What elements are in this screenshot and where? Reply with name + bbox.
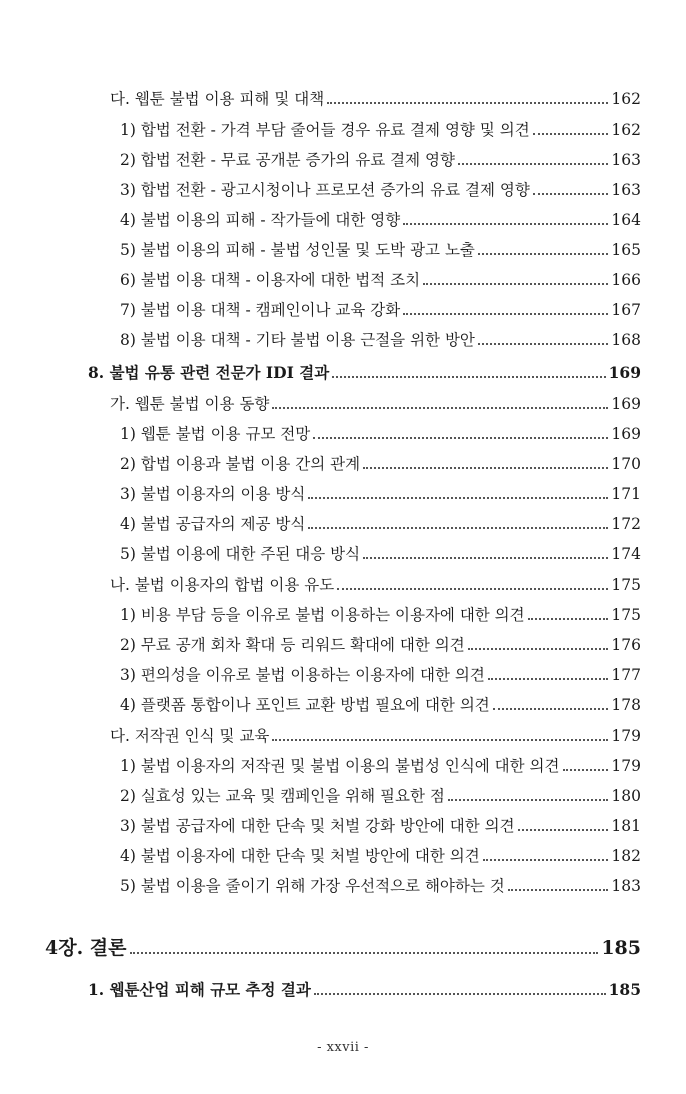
- toc-entry-title: 5) 불법 이용의 피해 - 불법 성인물 및 도박 광고 노출: [120, 241, 475, 259]
- toc-entry: [120, 453, 641, 475]
- toc-entry: [120, 209, 641, 231]
- dot-leader: [363, 557, 608, 559]
- toc-entry-page: 170: [611, 455, 641, 473]
- dot-leader: [308, 497, 608, 499]
- toc-entry-page: 162: [611, 90, 641, 108]
- toc-entry-title: 1) 비용 부담 등을 이유로 불법 이용하는 이용자에 대한 의견: [120, 606, 525, 624]
- toc-chapter-entry: [45, 934, 641, 962]
- dot-leader: [478, 253, 609, 255]
- toc-entry-page: 163: [611, 181, 641, 199]
- toc-entry-title: 3) 편의성을 이유로 불법 이용하는 이용자에 대한 의견: [120, 666, 485, 684]
- toc-entry-page: 175: [611, 606, 641, 624]
- toc-entry-title: 4) 플랫폼 통합이나 포인트 교환 방법 필요에 대한 의견: [120, 696, 490, 714]
- toc-entry-page: 172: [611, 515, 641, 533]
- toc-entry-page: 169: [611, 425, 641, 443]
- dot-leader: [327, 102, 608, 104]
- toc-entry-title: 2) 합법 전환 - 무료 공개분 증가의 유료 결제 영향: [120, 151, 456, 169]
- dot-leader: [403, 313, 608, 315]
- toc-entry-page: 174: [611, 545, 641, 563]
- dot-leader: [478, 343, 609, 345]
- toc-entry-title: 4) 불법 공급자의 제공 방식: [120, 515, 306, 533]
- dot-leader: [483, 859, 609, 861]
- toc-entry: [120, 269, 641, 291]
- toc-entry-page: 179: [611, 757, 641, 775]
- toc-entry-page: 177: [611, 666, 641, 684]
- toc-entry-title: 7) 불법 이용 대책 - 캠페인이나 교육 강화: [120, 301, 401, 319]
- toc-entry-title: 3) 불법 공급자에 대한 단속 및 처벌 강화 방안에 대한 의견: [120, 817, 515, 835]
- toc-entry-title: 3) 불법 이용자의 이용 방식: [120, 485, 306, 503]
- toc-entry: [120, 329, 641, 351]
- toc-entry-page: 166: [611, 271, 641, 289]
- toc-entry: [110, 725, 641, 747]
- toc-section-entry: [88, 362, 641, 384]
- toc-entry-title: 8. 불법 유통 관련 전문가 IDI 결과: [88, 363, 330, 382]
- toc-entry-title: 5) 불법 이용에 대한 주된 대응 방식: [120, 545, 361, 563]
- toc-entry-page: 164: [611, 211, 641, 229]
- dot-leader: [130, 952, 599, 954]
- dot-leader: [332, 376, 605, 378]
- toc-entry-page: 179: [611, 727, 641, 745]
- toc-entry-title: 2) 합법 이용과 불법 이용 간의 관계: [120, 455, 361, 473]
- toc-entry-page: 163: [611, 151, 641, 169]
- toc-entry-page: 182: [611, 847, 641, 865]
- toc-entry: [110, 88, 641, 110]
- toc-entry: [120, 634, 641, 656]
- dot-leader: [458, 163, 608, 165]
- dot-leader: [314, 993, 606, 995]
- toc-entry-title: 가. 웹툰 불법 이용 동향: [110, 395, 270, 413]
- dot-leader: [403, 223, 608, 225]
- dot-leader: [563, 769, 609, 771]
- toc-entry: [120, 755, 641, 777]
- toc-entry-title: 다. 웹툰 불법 이용 피해 및 대책: [110, 90, 325, 108]
- toc-entry: [120, 513, 641, 535]
- toc-entry-page: 180: [611, 787, 641, 805]
- toc-entry-page: 185: [608, 980, 641, 999]
- dot-leader: [423, 283, 608, 285]
- toc-entry-page: 169: [608, 363, 641, 382]
- toc-entry: [120, 299, 641, 321]
- toc-entry-page: 167: [611, 301, 641, 319]
- toc-entry-page: 165: [611, 241, 641, 259]
- dot-leader: [272, 407, 608, 409]
- dot-leader: [448, 799, 609, 801]
- toc-entry-page: 183: [611, 877, 641, 895]
- toc-entry-page: 169: [611, 395, 641, 413]
- dot-leader: [508, 889, 609, 891]
- dot-leader: [363, 467, 608, 469]
- toc-entry-title: 4) 불법 이용의 피해 - 작가들에 대한 영향: [120, 211, 401, 229]
- toc-entry-title: 8) 불법 이용 대책 - 기타 불법 이용 근절을 위한 방안: [120, 331, 475, 349]
- toc-entry: [120, 875, 641, 897]
- dot-leader: [272, 739, 608, 741]
- dot-leader: [337, 588, 608, 590]
- dot-leader: [468, 648, 609, 650]
- toc-entry-page: 168: [611, 331, 641, 349]
- toc-entry: [120, 845, 641, 867]
- toc-entry-title: 1) 불법 이용자의 저작권 및 불법 이용의 불법성 인식에 대한 의견: [120, 757, 560, 775]
- dot-leader: [313, 437, 608, 439]
- toc-entry-title: 1) 합법 전환 - 가격 부담 줄어들 경우 유료 결제 영향 및 의견: [120, 121, 530, 139]
- toc-entry-page: 178: [611, 696, 641, 714]
- toc-entry-page: 175: [611, 576, 641, 594]
- toc-entry: [120, 483, 641, 505]
- toc-entry-title: 2) 실효성 있는 교육 및 캠페인을 위해 필요한 점: [120, 787, 445, 805]
- toc-entry: [110, 393, 641, 415]
- toc-entry-page: 181: [611, 817, 641, 835]
- toc-entry: [120, 119, 641, 141]
- dot-leader: [533, 193, 609, 195]
- toc-entry: [120, 543, 641, 565]
- toc-entry-page: 162: [611, 121, 641, 139]
- toc-entry: [120, 179, 641, 201]
- dot-leader: [528, 618, 609, 620]
- toc-entry: [120, 239, 641, 261]
- toc-entry: [120, 604, 641, 626]
- toc-entry: [110, 574, 641, 596]
- toc-entry: [120, 694, 641, 716]
- chapter-page: 185: [601, 937, 641, 959]
- toc-entry: [120, 785, 641, 807]
- dot-leader: [488, 678, 609, 680]
- toc-entry-title: 1) 웹툰 불법 이용 규모 전망: [120, 425, 311, 443]
- toc-entry: [120, 664, 641, 686]
- toc-entry: [120, 815, 641, 837]
- toc-entry-title: 다. 저작권 인식 및 교육: [110, 727, 270, 745]
- toc-entry-title: 5) 불법 이용을 줄이기 위해 가장 우선적으로 해야하는 것: [120, 877, 505, 895]
- toc-section-entry: [88, 979, 641, 1001]
- toc-entry-page: 176: [611, 636, 641, 654]
- chapter-title: 4장. 결론: [45, 937, 127, 959]
- toc-entry-title: 6) 불법 이용 대책 - 이용자에 대한 법적 조치: [120, 271, 421, 289]
- toc-entry-title: 4) 불법 이용자에 대한 단속 및 처벌 방안에 대한 의견: [120, 847, 480, 865]
- toc-entry-title: 2) 무료 공개 회차 확대 등 리워드 확대에 대한 의견: [120, 636, 465, 654]
- dot-leader: [493, 708, 609, 710]
- dot-leader: [533, 133, 609, 135]
- toc-entry-title: 나. 불법 이용자의 합법 이용 유도: [110, 576, 335, 594]
- toc-entry: [120, 149, 641, 171]
- toc-entry: [120, 423, 641, 445]
- toc-entry-page: 171: [611, 485, 641, 503]
- toc-entry-title: 3) 합법 전환 - 광고시청이나 프로모션 증가의 유료 결제 영향: [120, 181, 530, 199]
- page-number-footer: - xxvii -: [317, 1040, 369, 1055]
- toc-entry-title: 1. 웹툰산업 피해 규모 추정 결과: [88, 980, 311, 999]
- dot-leader: [518, 829, 609, 831]
- dot-leader: [308, 527, 608, 529]
